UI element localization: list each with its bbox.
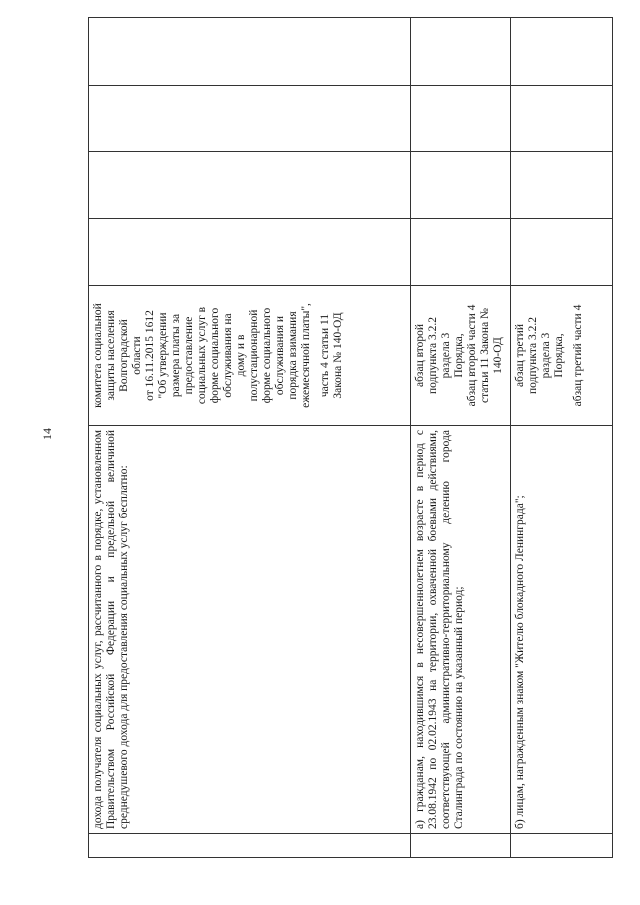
empty-cell (411, 152, 511, 219)
empty-cell (89, 152, 411, 219)
source-cell (411, 286, 511, 426)
empty-cell (511, 219, 613, 286)
source-line: комитета социальной (92, 303, 104, 408)
source-line: абзац второй части 4 (466, 304, 478, 407)
margin-cell (511, 834, 613, 858)
source-cell (89, 286, 411, 426)
page-number: 14 (40, 428, 54, 440)
source-line: области (131, 336, 143, 375)
source-line: ежемесячной платы", (300, 303, 312, 408)
table-row (89, 18, 411, 858)
source-line: порядка взимания (287, 311, 299, 400)
source-line: часть 4 статьи 11 (319, 313, 331, 398)
source-line: Закона № 140-ОД (332, 312, 344, 399)
margin-cell (411, 834, 511, 858)
source-line: от 16.11.2015 1612 (144, 310, 156, 401)
description-cell: б) лицам, награжденным знаком "Жителю блокадного Ленинграда"; (511, 426, 613, 834)
source-line: статьи 11 Закона № (479, 307, 491, 404)
table-row (511, 18, 613, 858)
source-line: абзац второй (414, 323, 426, 388)
source-line: форме социального (261, 307, 273, 404)
source-line: дому и в (235, 334, 247, 377)
empty-cell (411, 219, 511, 286)
source-line: форме социального (209, 307, 221, 404)
empty-cell (89, 86, 411, 152)
empty-cell (511, 152, 613, 219)
source-line: полустационарной (248, 309, 260, 402)
empty-cell (511, 18, 613, 86)
source-line: Порядка, (453, 333, 465, 378)
source-line: размера платы за (170, 313, 182, 398)
source-line: подпункта 3.2.2 (427, 316, 439, 395)
empty-cell (89, 219, 411, 286)
source-line: раздела 3 (440, 332, 452, 379)
source-line: раздела 3 (540, 332, 552, 379)
source-line: предоставление (183, 316, 195, 395)
empty-cell (411, 18, 511, 86)
source-line: абзац третий (514, 324, 526, 387)
source-line: защиты населения (105, 310, 117, 401)
margin-cell (89, 834, 411, 858)
source-line: обслуживания на (222, 313, 234, 398)
source-line: Порядка, (553, 333, 565, 378)
rotated-page (88, 18, 612, 858)
empty-cell (511, 86, 613, 152)
benefits-table (88, 17, 613, 858)
description-cell: а) гражданам, находившимся в несовершеннолетнем возрасте в период с 23.08.1942 по 02.02.1943 на территории, охваченной боевыми действиями, соответствующей административно-территориальному делению города Сталинграда по состоянию на указанный период; (411, 426, 511, 834)
empty-cell (89, 18, 411, 86)
source-line: подпункта 3.2.2 (527, 316, 539, 395)
source-line: 140-ОД (492, 337, 504, 374)
description-cell: дохода получателя социальных услуг, рассчитанного в порядке, установленном Правительством Российской Федерации и предельной величиной среднедушевого дохода для предоставления социальных услуг бесплатно: (89, 426, 411, 834)
source-cell (511, 286, 613, 426)
source-line: обслуживания и (274, 315, 286, 396)
source-line: "Об утверждении (157, 312, 169, 399)
source-line: Волгоградской (118, 319, 130, 392)
table-row (411, 18, 511, 858)
empty-cell (411, 86, 511, 152)
source-line: абзац третий части 4 (572, 304, 584, 407)
source-line: социальных услуг в (196, 306, 208, 405)
